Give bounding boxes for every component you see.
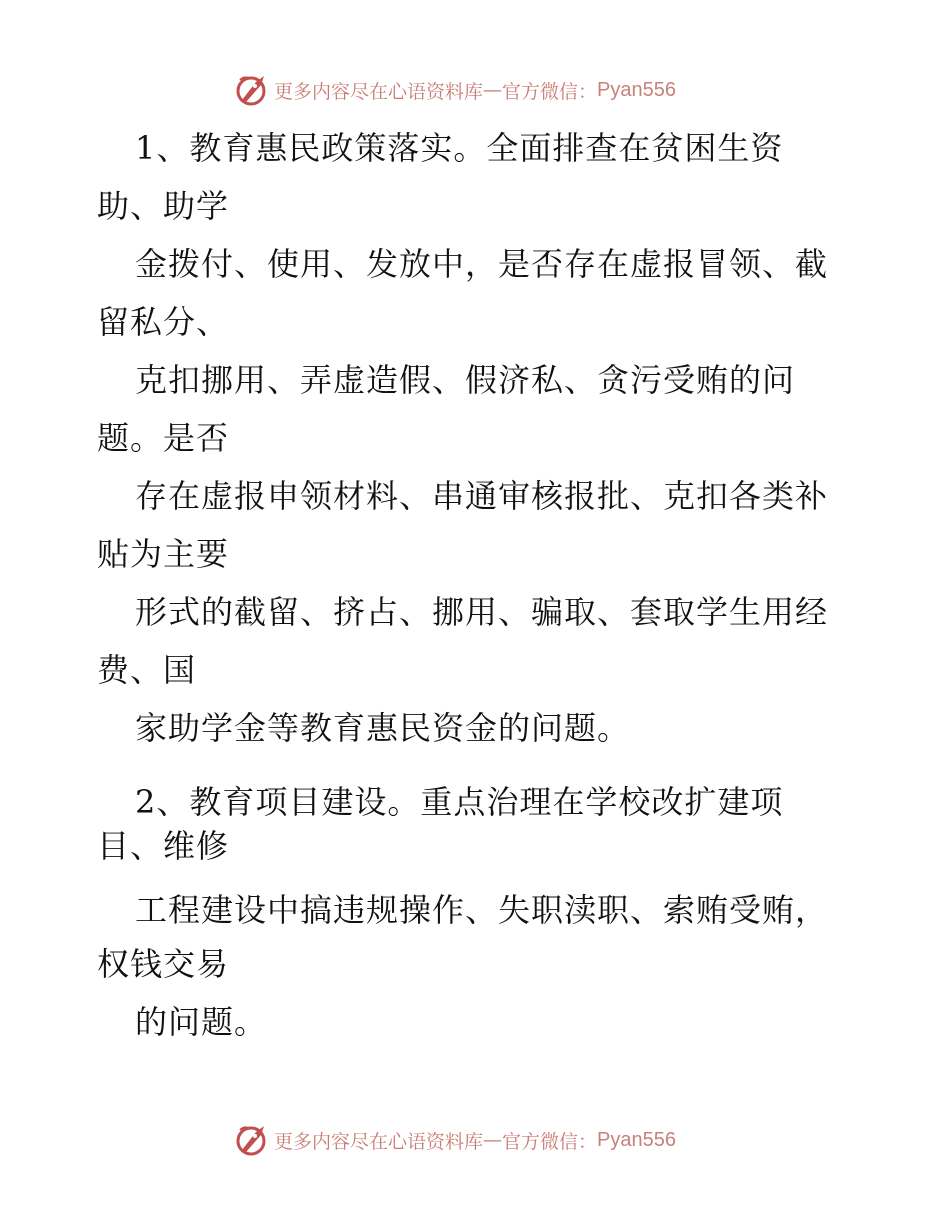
body-line: 存在虚报申领材料、串通审核报批、克扣各类补 (135, 477, 829, 515)
body-line: 留私分、 (97, 303, 230, 341)
header-contact-id: Pyan556 (597, 78, 676, 101)
body-line: 金拨付、使用、发放中，是否存在虚报冒领、截 (135, 245, 829, 283)
body-line: 目、维修 (97, 827, 230, 865)
body-line: 1、教育惠民政策落实。全面排查在贫困生资 (135, 129, 784, 167)
body-line: 的问题。 (135, 1003, 268, 1041)
footer-contact-id: Pyan556 (597, 1128, 676, 1151)
body-line: 题。是否 (97, 419, 230, 457)
body-line: 权钱交易 (97, 945, 230, 983)
pen-nib-logo-icon (234, 1122, 270, 1158)
body-line: 贴为主要 (97, 535, 230, 573)
body-line: 家助学金等教育惠民资金的问题。 (135, 709, 631, 747)
footer-contact-label: 官方微信： (502, 1130, 598, 1153)
body-line: 克扣挪用、弄虚造假、假济私、贪污受贿的问 (135, 361, 796, 399)
header-separator: — (483, 79, 503, 101)
body-line: 形式的截留、挤占、挪用、骗取、套取学生用经 (135, 593, 829, 631)
body-line: 2、教育项目建设。重点治理在学校改扩建项 (135, 783, 784, 821)
body-line: 工程建设中搞违规操作、失职渎职、索贿受贿， (135, 891, 829, 929)
footer-separator: — (483, 1129, 503, 1151)
header-contact-label: 官方微信： (502, 80, 598, 103)
body-line: 费、国 (97, 651, 197, 689)
body-line: 助、助学 (97, 187, 230, 225)
header-banner-text: 更多内容尽在心语资料库 (274, 80, 484, 103)
footer-banner-text: 更多内容尽在心语资料库 (274, 1130, 484, 1153)
footer-banner (234, 1120, 676, 1160)
header-banner (234, 70, 676, 110)
pen-nib-logo-icon (234, 72, 270, 108)
